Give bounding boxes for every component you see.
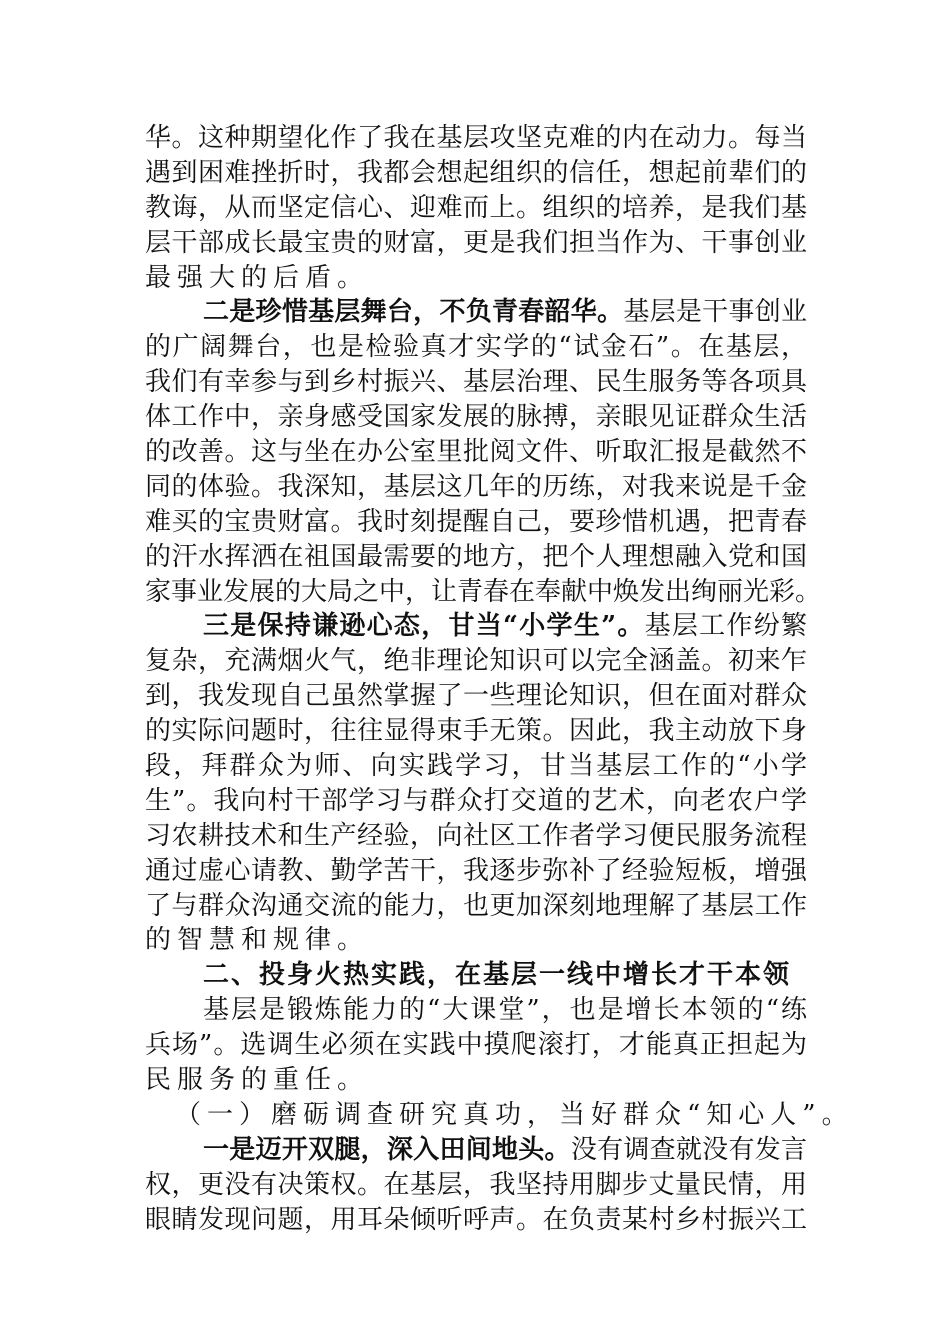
text-line [145, 1203, 807, 1238]
line-text: 华。这种期望化作了我在基层攻坚克难的内在动力。每当 [145, 123, 807, 153]
heading-text: 二、投身火热实践，在基层一线中增长才干本领 [203, 960, 792, 991]
text-line [145, 1028, 807, 1063]
line-text: 的智慧和规律。 [145, 925, 370, 956]
line-text: 家事业发展的大局之中，让青春在奉献中焕发出绚丽光彩。 [145, 576, 822, 607]
text-line [145, 644, 807, 679]
bold-lead-sentence: 二是珍惜基层舞台，不负青春韶华。 [203, 297, 624, 328]
line-text: 眼睛发现问题，用耳朵倾听呼声。在负责某村乡村振兴工 [145, 1204, 807, 1235]
text-line [145, 121, 807, 156]
text-line [145, 749, 807, 784]
line-text: 我们有幸参与到乡村振兴、基层治理、民生服务等各项具 [145, 367, 807, 398]
line-text: 基层是锻炼能力的“大课堂”，也是增长本领的“练 [203, 995, 807, 1026]
text-line [145, 505, 807, 540]
text-line [145, 156, 807, 191]
line-text: 到，我发现自己虽然掌握了一些理论知识，但在面对群众 [145, 681, 807, 712]
text-line [145, 435, 807, 470]
line-text: 权，更没有决策权。在基层，我坚持用脚步丈量民情，用 [145, 1169, 807, 1200]
text-line [145, 261, 807, 296]
line-text: 教诲，从而坚定信心、迎难而上。组织的培养，是我们基 [145, 192, 807, 223]
line-text: 基层是干事创业 [623, 297, 807, 328]
text-line [145, 1168, 807, 1203]
line-text: 的汗水挥洒在祖国最需要的地方，把个人理想融入党和国 [145, 541, 807, 572]
text-line [145, 993, 807, 1028]
line-text: 体工作中，亲身感受国家发展的脉搏，亲眼见证群众生活 [145, 402, 807, 433]
text-line [145, 819, 807, 854]
line-text: 的实际问题时，往往显得束手无策。因此，我主动放下身 [145, 716, 807, 747]
text-line [145, 330, 807, 365]
text-line [145, 923, 807, 958]
line-text: （一）磨砺调查研究真功，当好群众“知心人”。 [175, 1099, 854, 1130]
line-text: 了与群众沟通交流的能力，也更加深刻地理解了基层工作 [145, 890, 807, 921]
line-text: 段，拜群众为师、向实践学习，甘当基层工作的“小学 [145, 751, 807, 782]
section-heading [145, 958, 807, 993]
text-line [145, 784, 807, 819]
text-line [145, 575, 822, 610]
text-line [145, 609, 807, 644]
text-line [145, 365, 807, 400]
bold-lead-sentence: 三是保持谦逊心态，甘当“小学生”。 [203, 611, 645, 642]
bold-lead-sentence: 一是迈开双腿，深入田间地头。 [203, 1134, 571, 1165]
line-text: 最强大的后盾。 [145, 262, 370, 293]
text-line [145, 714, 807, 749]
line-text: 遇到困难挫折时，我都会想起组织的信任，想起前辈们的 [145, 157, 807, 188]
text-line [145, 470, 807, 505]
text-line [145, 1098, 854, 1133]
line-text: 民服务的重任。 [145, 1065, 370, 1096]
line-text: 没有调查就没有发言 [570, 1134, 807, 1165]
text-line [145, 889, 807, 924]
line-text: 生”。我向村干部学习与群众打交道的艺术，向老农户学 [145, 785, 807, 816]
line-text: 兵场”。选调生必须在实践中摸爬滚打，才能真正担起为 [145, 1030, 807, 1061]
text-line [145, 191, 807, 226]
text-line [145, 295, 807, 330]
text-line [145, 540, 807, 575]
line-text: 基层工作纷繁 [644, 611, 807, 642]
text-line [145, 1133, 807, 1168]
text-line [145, 1063, 807, 1098]
line-text: 复杂，充满烟火气，绝非理论知识可以完全涵盖。初来乍 [145, 646, 807, 677]
text-line [145, 854, 807, 889]
line-text: 通过虚心请教、勤学苦干，我逐步弥补了经验短板，增强 [145, 855, 807, 886]
text-line [145, 679, 807, 714]
line-text: 习农耕技术和生产经验，向社区工作者学习便民服务流程 [145, 820, 807, 851]
line-text: 难买的宝贵财富。我时刻提醒自己，要珍惜机遇，把青春 [145, 506, 807, 537]
text-line [145, 400, 807, 435]
text-line [145, 226, 807, 261]
line-text: 同的体验。我深知，基层这几年的历练，对我来说是千金 [145, 471, 807, 502]
line-text: 层干部成长最宝贵的财富，更是我们担当作为、干事创业 [145, 227, 807, 258]
line-text: 的广阔舞台，也是检验真才实学的“试金石”。在基层， [145, 332, 807, 363]
document-body [145, 121, 854, 1238]
line-text: 的改善。这与坐在办公室里批阅文件、听取汇报是截然不 [145, 437, 807, 468]
